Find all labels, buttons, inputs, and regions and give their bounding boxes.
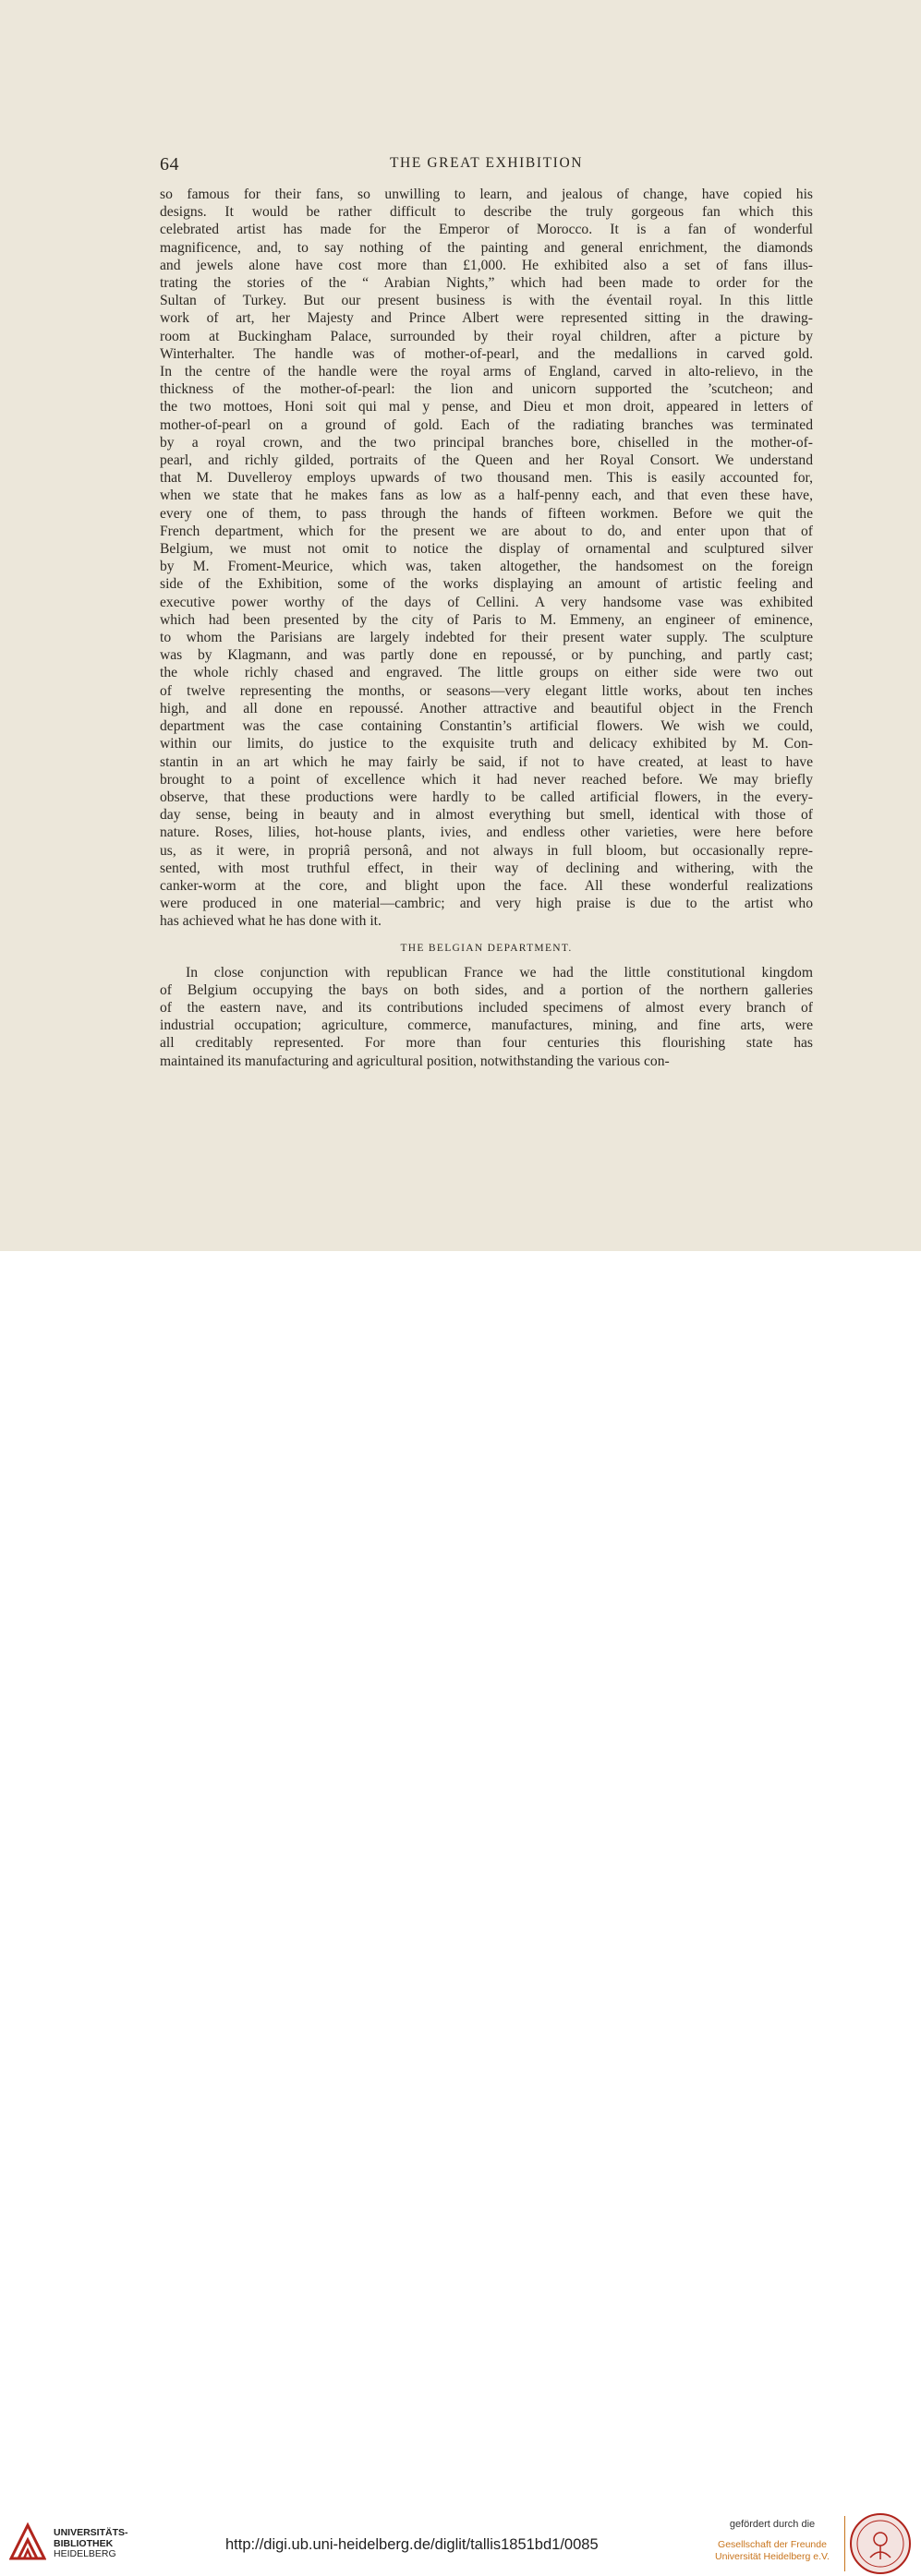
text-line: us, as it were, in propriâ personâ, and not always in full bloom, but occasionally repre- — [160, 842, 813, 859]
text-line: of Belgium occupying the bays on both sides, and a portion of the northern galleries — [160, 981, 813, 998]
text-line: In close conjunction with republican France we had the little constitutional kingdom — [186, 964, 813, 981]
text-line: so famous for their fans, so unwilling to learn, and jealous of change, have copied his — [160, 187, 813, 202]
text-line: and jewels alone have cost more than £1,000. He exhibited also a set of fans illus- — [160, 257, 813, 273]
text-line: work of art, her Majesty and Prince Albert were represented sitting in the drawing- — [160, 310, 813, 327]
text-line: Belgium, we must not omit to notice the display of ornamental and sculptured silver — [160, 541, 813, 558]
text-line: Winterhalter. The handle was of mother-of-pearl, and the medallions in carved gold. — [160, 345, 813, 362]
text-line: canker-worm at the core, and blight upon the face. All these wonderful realizations — [160, 877, 813, 894]
text-line: celebrated artist has made for the Emperor of Morocco. It is a fan of wonderful — [160, 222, 813, 238]
running-title: THE GREAT EXHIBITION — [389, 155, 584, 171]
sponsor-credit: gefördert durch die Gesellschaft der Freunde Universität Heidelberg e.V. — [715, 2519, 830, 2562]
body-text — [160, 186, 813, 1070]
scanned-page — [0, 0, 921, 1251]
text-line: that M. Duvelleroy employs upwards of two thousand men. This is easily accounted for, — [160, 470, 813, 487]
text-line: of the eastern nave, and its contributions included specimens of almost every branch of — [160, 999, 813, 1016]
text-line: nature. Roses, lilies, hot-house plants, ivies, and endless other varieties, were here before — [160, 825, 813, 841]
text-line: by a royal crown, and the two principal branches bore, chiselled in the mother-of- — [160, 434, 813, 451]
footer-divider — [844, 2516, 845, 2571]
text-line: high, and all done en repoussé. Another attractive and beautiful object in the French — [160, 700, 813, 716]
text-line: the whole richly chased and engraved. The little groups on either side were two out — [160, 665, 813, 681]
text-line: to whom the Parisians are largely indebted for their present water supply. The sculpture — [160, 630, 813, 646]
text-line: brought to a point of excellence which it had never reached before. We may briefly — [160, 771, 813, 788]
library-logo-icon — [9, 2522, 46, 2560]
paragraph-2 — [160, 964, 813, 1070]
text-line: mother-of-pearl on a ground of gold. Each of the radiating branches was terminated — [160, 416, 813, 433]
text-line: sented, with most truthful effect, in their way of declining and withering, with the — [160, 860, 813, 876]
text-line: which had been presented by the city of Paris to M. Emmeny, an engineer of eminence, — [160, 611, 813, 628]
text-line: thickness of the mother-of-pearl: the lion and unicorn supported the ’scutcheon; and — [160, 381, 813, 398]
university-seal-icon — [848, 2511, 913, 2576]
text-line: magnificence, and, to say nothing of the painting and general enrichment, the diamonds — [160, 239, 813, 256]
text-line: by M. Froment-Meurice, which was, taken altogether, the handsomest on the foreign — [160, 559, 813, 575]
page-number: 64 — [160, 154, 179, 175]
text-line: has achieved what he has done with it. — [160, 913, 382, 930]
text-line: the two mottoes, Honi soit qui mal y pense, and Dieu et mon droit, appeared in letters of — [160, 399, 813, 415]
text-line: within our limits, do justice to the exquisite truth and delicacy exhibited by M. Con- — [160, 736, 813, 752]
section-heading: THE BELGIAN DEPARTMENT. — [400, 942, 573, 954]
text-line: was by Klagmann, and was partly done en repoussé, or by punching, and partly cast; — [160, 647, 813, 664]
text-line: industrial occupation; agriculture, commerce, manufactures, mining, and fine arts, were — [160, 1017, 813, 1034]
text-line: Sultan of Turkey. But our present business is with the éventail royal. In this little — [160, 293, 813, 309]
text-line: day sense, being in beauty and in almost everything but smell, identical with those of — [160, 807, 813, 824]
text-line: every one of them, to pass through the hands of fifteen workmen. Before we quit the — [160, 505, 813, 522]
text-line: stantin in an art which he may fairly be said, if not to have created, at least to have — [160, 753, 813, 770]
text-line: pearl, and richly gilded, portraits of the Queen and her Royal Consort. We understand — [160, 452, 813, 469]
text-line: trating the stories of the “ Arabian Nights,” which had been made to order for the — [160, 275, 813, 292]
text-line: when we state that he makes fans as low as a half-penny each, and that even these have, — [160, 488, 813, 504]
paragraph-1 — [160, 186, 813, 931]
text-line: designs. It would be rather difficult to describe the truly gorgeous fan which this — [160, 204, 813, 221]
text-line: of twelve representing the months, or seasons—very elegant little works, about ten inches — [160, 682, 813, 699]
text-line: side of the Exhibition, some of the works displaying an amount of artistic feeling and — [160, 576, 813, 593]
text-line: In the centre of the handle were the royal arms of England, carved in alto-relievo, in the — [160, 364, 813, 380]
text-line: were produced in one material—cambric; and very high praise is due to the artist who — [160, 896, 813, 912]
text-line: maintained its manufacturing and agricultural position, notwithstanding the various con- — [160, 1053, 670, 1069]
page-header — [160, 154, 813, 176]
text-line: room at Buckingham Palace, surrounded by their royal children, after a picture by — [160, 328, 813, 344]
text-line: department was the case containing Constantin’s artificial flowers. We wish we could, — [160, 718, 813, 735]
text-line: executive power worthy of the days of Cellini. A very handsome vase was exhibited — [160, 594, 813, 610]
permalink-url[interactable]: http://digi.ub.uni-heidelberg.de/diglit/tallis1851bd1/0085 — [225, 2536, 599, 2553]
digitization-footer — [0, 1251, 921, 2562]
text-line: all creditably represented. For more than four centuries this flourishing state has — [160, 1035, 813, 1052]
text-line: observe, that these productions were hardly to be called artificial flowers, in the every- — [160, 788, 813, 805]
text-line: French department, which for the present we are about to do, and enter upon that of — [160, 523, 813, 539]
library-name: UNIVERSITÄTS- BIBLIOTHEK HEIDELBERG — [54, 2527, 128, 2559]
